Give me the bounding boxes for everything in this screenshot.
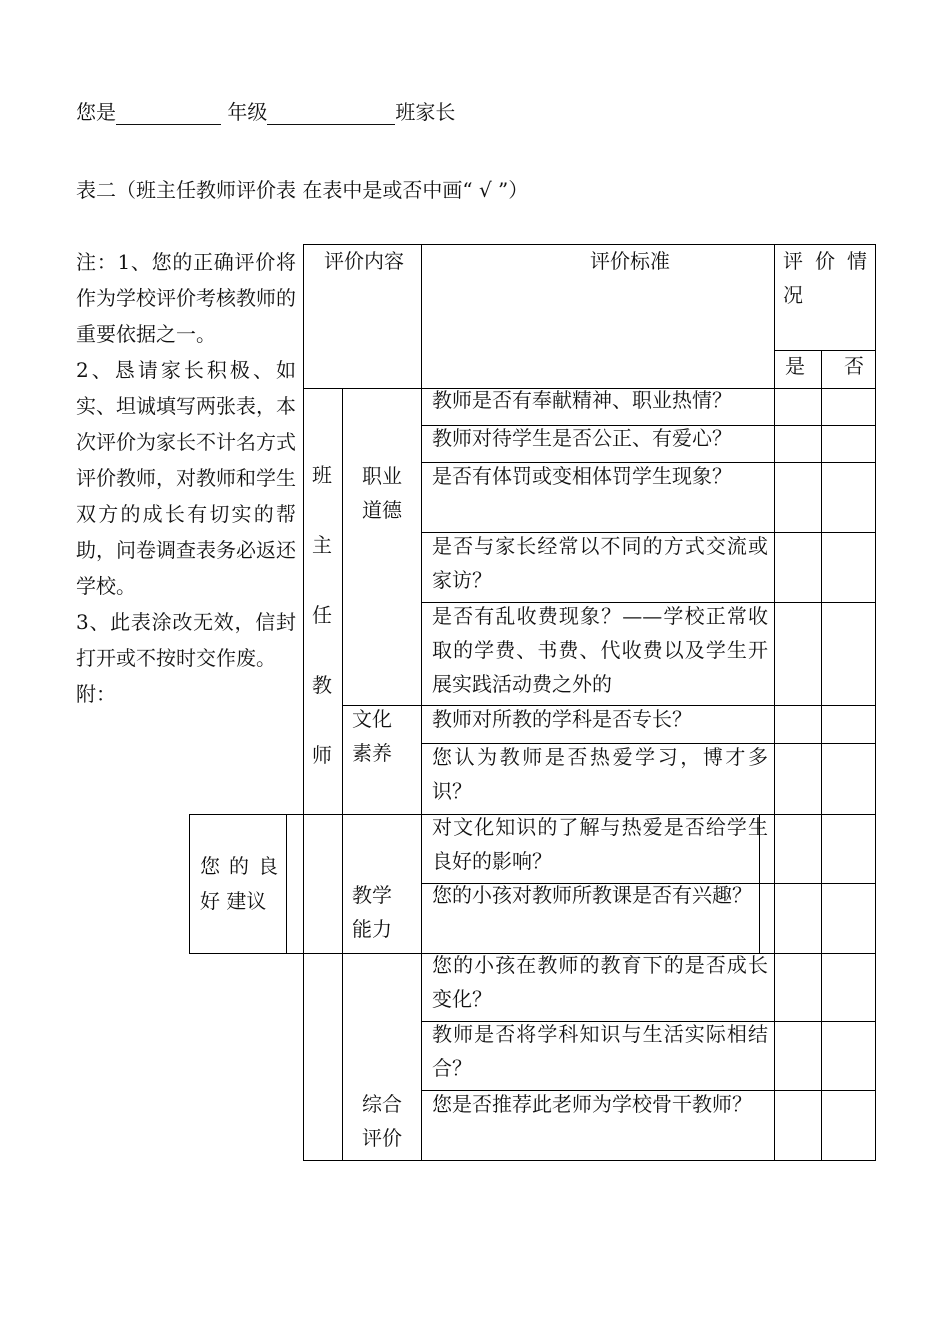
header-content: 评价内容: [324, 249, 404, 273]
criterion-5: 是否有乱收费现象？——学校正常收取的学费、书费、代收费以及学生开展实践活动费之外的: [432, 604, 768, 696]
category-ethics: 职业道德: [362, 464, 402, 522]
class-suffix: 班家长: [395, 100, 456, 124]
criterion-1: 教师是否有奉献精神、职业热情？: [432, 388, 732, 412]
note-3: 3、此表涂改无效，信封打开或不按时交作废。: [76, 610, 296, 670]
col-line-3: [774, 244, 775, 1161]
table-caption: 表二（班主任教师评价表 在表中是或否中画“ √ ”）: [76, 178, 529, 202]
row-line: [303, 1160, 876, 1161]
note-2: 2、恳请家长积极、如实、坦诚填写两张表，本次评价为家长不计名方式评价教师，对教师和学生双方的成长有切实的帮助，问卷调查表务必返还学校。: [76, 358, 296, 598]
answer-no-1[interactable]: [822, 389, 874, 424]
parent-info-line: [76, 96, 455, 125]
category-overall: 综合评价: [362, 1092, 402, 1150]
col-line-4: [821, 350, 822, 1161]
criterion-6: 教师对所教的学科是否专长？: [432, 707, 692, 731]
category-teaching: 教学能力: [352, 883, 392, 941]
notes: [76, 244, 296, 712]
criterion-7: 您认为教师是否热爱学习，博才多识？: [432, 745, 768, 803]
criterion-3: 是否有体罚或变相体罚学生现象？: [432, 464, 732, 488]
header-no: 否: [844, 354, 864, 378]
criterion-8: 对文化知识的了解与热爱是否给学生良好的影响？: [432, 815, 768, 873]
criterion-11: 教师是否将学科知识与生活实际相结合？: [432, 1022, 768, 1080]
criterion-9: 您的小孩对教师所教课是否有兴趣？: [432, 883, 752, 907]
parent-prefix: 您是: [76, 100, 116, 124]
criterion-12: 您是否推荐此老师为学校骨干教师？: [432, 1092, 752, 1116]
header-standard: 评价标准: [590, 249, 670, 273]
category-culture: 文化素养: [352, 707, 392, 765]
header-yes: 是: [785, 354, 805, 378]
criterion-4: 是否与家长经常以不同的方式交流或家访？: [432, 534, 768, 592]
grade-blank[interactable]: [116, 104, 221, 125]
note-1: 注：1、您的正确评价将作为学校评价考核教师的重要依据之一。: [76, 250, 296, 346]
header-status: 评 价 情况: [783, 249, 867, 307]
note-attach: 附：: [76, 682, 116, 706]
criterion-10: 您的小孩在教师的教育下的是否成长变化？: [432, 953, 768, 1011]
table-right-border: [875, 244, 876, 1161]
col-line-1: [342, 388, 343, 1161]
suggestion-left-border: [189, 814, 190, 954]
grade-label: 年级: [227, 100, 268, 124]
teacher-label: 班 主 任 教 师: [312, 463, 332, 767]
suggestion-input[interactable]: [287, 815, 303, 953]
answer-yes-1[interactable]: [775, 389, 820, 424]
class-blank[interactable]: [267, 104, 395, 125]
criterion-2: 教师对待学生是否公正、有爱心？: [432, 426, 732, 450]
table-left-border: [303, 244, 304, 1161]
col-line-2: [421, 244, 422, 1161]
suggestion-label: 您 的 良 好 建议: [200, 854, 278, 913]
